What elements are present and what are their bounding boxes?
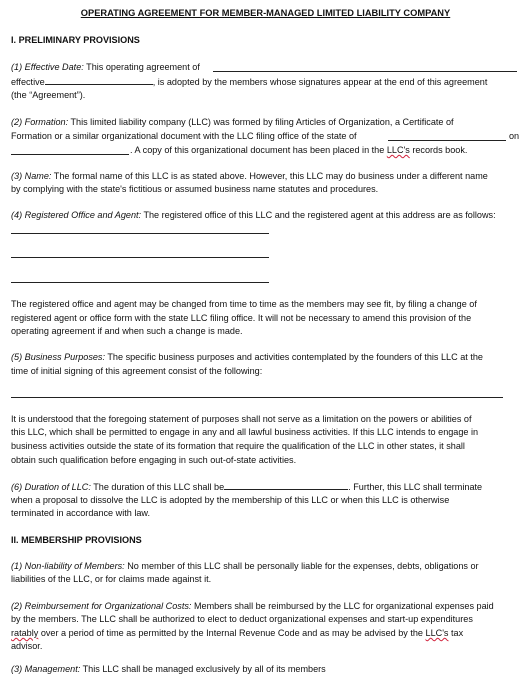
registered-office-label: (4) Registered Office and Agent:	[11, 210, 142, 220]
registered-office-line-1: (4) Registered Office and Agent: The registered office of this LLC and the registered agent at this address are as follows:	[11, 210, 496, 220]
duration-label: (6) Duration of LLC:	[11, 482, 91, 492]
section-heading-preliminary: I. PRELIMINARY PROVISIONS	[11, 35, 140, 45]
effective-date-line-3: (the “Agreement”).	[11, 90, 86, 100]
section-heading-membership: II. MEMBERSHIP PROVISIONS	[11, 535, 142, 545]
name-label: (3) Name:	[11, 171, 52, 181]
document-title: OPERATING AGREEMENT FOR MEMBER-MANAGED LIMITED LIABILITY COMPANY	[80, 8, 451, 18]
effective-date-llc-name-blank[interactable]	[213, 71, 517, 72]
reimbursement-line-3: ratably over a period of time as permitted by the Internal Revenue Code and as may be advised by the LLC's tax	[11, 628, 464, 638]
purposes-limitation-line-2: this LLC, which shall be permitted to engage in any and all lawful business activities. If this LLC intends to engage in	[11, 427, 479, 437]
duration-line-3: terminated in accordance with law.	[11, 508, 151, 518]
business-purposes-line-2: time of initial signing of this agreement consist of the following:	[11, 366, 263, 376]
business-purposes-line-1: (5) Business Purposes: The specific business purposes and activities contemplated by the founders of this LLC at the	[11, 352, 483, 362]
registered-office-blank-2[interactable]	[11, 257, 269, 258]
formation-line-1: (2) Formation: This limited liability company (LLC) was formed by filing Articles of Organization, a Certificate of	[11, 117, 454, 127]
reimbursement-line-1: (2) Reimbursement for Organizational Costs: Members shall be reimbursed by the LLC for organizational expenses paid	[11, 601, 494, 611]
effective-date-line-1: (1) Effective Date: This operating agreement of	[11, 62, 200, 72]
formation-line-2: Formation or a similar organizational document with the LLC filing office of the state of	[11, 131, 357, 141]
formation-on-text: on	[509, 131, 520, 141]
effective-date-line-2: effective , is adopted by the members whose signatures appear at the end of this agreement	[11, 77, 488, 87]
effective-date-label: (1) Effective Date:	[11, 62, 84, 72]
duration-line-1: (6) Duration of LLC: The duration of this LLC shall be . Further, this LLC shall terminate	[11, 482, 483, 492]
registered-office-change-line-3: operating agreement if and when such a change is made.	[11, 326, 243, 336]
effective-date-blank[interactable]	[45, 76, 153, 85]
formation-state-blank[interactable]	[388, 140, 506, 141]
registered-office-change-line-1: The registered office and agent may be changed from time to time as the members may see fit, by filing a change of	[11, 299, 477, 309]
name-line-2: by complying with the state's fictitious or assumed business name statutes and procedures.	[11, 184, 379, 194]
business-purposes-label: (5) Business Purposes:	[11, 352, 106, 362]
purposes-limitation-line-1: It is understood that the foregoing statement of purposes shall not serve as a limitation on the powers or abilities of	[11, 414, 472, 424]
duration-line-2: when a proposal to dissolve the LLC is adopted by the membership of this LLC or when this LLC is otherwise	[11, 495, 450, 505]
registered-office-blank-1[interactable]	[11, 233, 269, 234]
reimbursement-line-2: by the members. The LLC shall be authorized to elect to deduct organizational expenses and start-up expenditures	[11, 614, 473, 624]
purposes-limitation-line-4: obtain such qualification before engaging in such out-of-state activities.	[11, 455, 297, 465]
name-line-1: (3) Name: The formal name of this LLC is as stated above. However, this LLC may do business under a different name	[11, 171, 488, 181]
non-liability-line-2: liabilities of the LLC, or for claims made against it.	[11, 574, 212, 584]
management-label: (3) Management:	[11, 664, 81, 674]
purposes-limitation-line-3: business activities outside the state of its formation that require the qualification of the LLC in other states, it shall	[11, 441, 465, 451]
reimbursement-line-4: advisor.	[11, 641, 43, 651]
non-liability-line-1: (1) Non-liability of Members: No member of this LLC shall be personally liable for the expenses, debts, obligations or	[11, 561, 479, 571]
business-purposes-blank[interactable]	[11, 397, 503, 398]
management-line-1: (3) Management: This LLC shall be managed exclusively by all of its members	[11, 664, 326, 674]
registered-office-blank-3[interactable]	[11, 282, 269, 283]
formation-label: (2) Formation:	[11, 117, 69, 127]
duration-blank[interactable]	[224, 481, 348, 490]
registered-office-change-line-2: registered agent or office form with the state LLC filing office. It will not be necessary to amend this provision of the	[11, 313, 472, 323]
formation-line-3: . A copy of this organizational document has been placed in the LLC's records book.	[130, 145, 468, 155]
formation-date-blank[interactable]	[11, 154, 129, 155]
non-liability-label: (1) Non-liability of Members:	[11, 561, 125, 571]
reimbursement-label: (2) Reimbursement for Organizational Costs:	[11, 601, 192, 611]
